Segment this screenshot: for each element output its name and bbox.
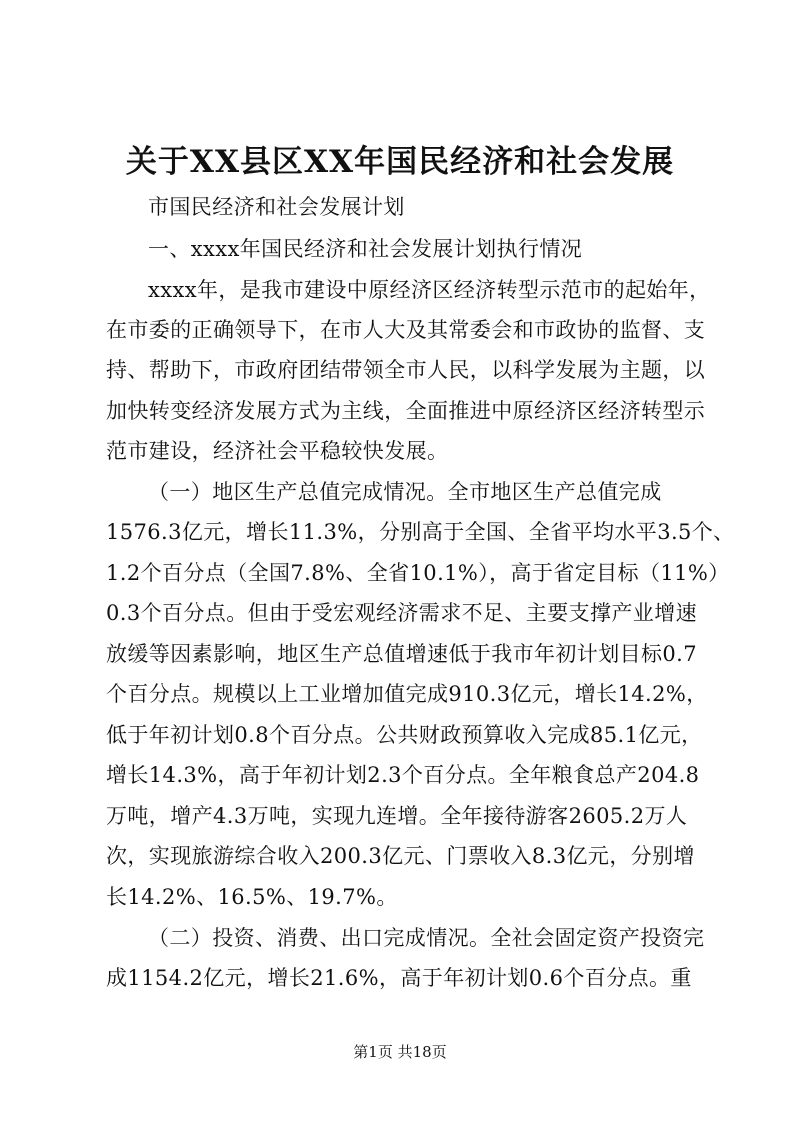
body-line: 次，实现旅游综合收入200.3亿元、门票收入8.3亿元，分别增 bbox=[106, 844, 695, 868]
body-line: （一）地区生产总值完成情况。全市地区生产总值完成 bbox=[148, 480, 662, 504]
body-line: （二）投资、消费、出口完成情况。全社会固定资产投资完 bbox=[148, 926, 705, 950]
subtitle: 市国民经济和社会发展计划 bbox=[148, 195, 405, 219]
body-line: 0.3个百分点。但由于受宏观经济需求不足、主要支撑产业增速 bbox=[106, 601, 697, 625]
section-heading: 一、xxxx年国民经济和社会发展计划执行情况 bbox=[148, 237, 583, 261]
body-line: 在市委的正确领导下，在市人大及其常委会和市政协的监督、支 bbox=[106, 318, 706, 342]
document-title: 关于XX县区XX年国民经济和社会发展 bbox=[125, 144, 675, 180]
body-line: 1.2个百分点（全国7.8%、全省10.1%），高于省定目标（11%） bbox=[106, 561, 730, 585]
body-line: 1576.3亿元，增长11.3%，分别高于全国、全省平均水平3.5个、 bbox=[106, 520, 735, 544]
body-line: 范市建设，经济社会平稳较快发展。 bbox=[106, 439, 449, 463]
body-line: xxxx年，是我市建设中原经济区经济转型示范市的起始年， bbox=[148, 278, 711, 302]
body-line: 加快转变经济发展方式为主线，全面推进中原经济区经济转型示 bbox=[106, 399, 706, 423]
body-line: 万吨，增产4.3万吨，实现九连增。全年接待游客2605.2万人 bbox=[106, 804, 688, 828]
body-line: 个百分点。规模以上工业增加值完成910.3亿元，增长14.2%， bbox=[106, 682, 708, 706]
body-line: 增长14.3%，高于年初计划2.3个百分点。全年粮食总产204.8 bbox=[106, 763, 700, 787]
body-line: 成1154.2亿元，增长21.6%，高于年初计划0.6个百分点。重 bbox=[106, 966, 692, 990]
body-line: 放缓等因素影响，地区生产总值增速低于我市年初计划目标0.7 bbox=[106, 642, 697, 666]
body-line: 低于年初计划0.8个百分点。公共财政预算收入完成85.1亿元， bbox=[106, 723, 703, 747]
body-line: 长14.2%、16.5%、19.7%。 bbox=[106, 885, 398, 909]
body-line: 持、帮助下，市政府团结带领全市人民，以科学发展为主题，以 bbox=[106, 358, 706, 382]
page-footer: 第1页 共18页 bbox=[353, 1043, 447, 1061]
